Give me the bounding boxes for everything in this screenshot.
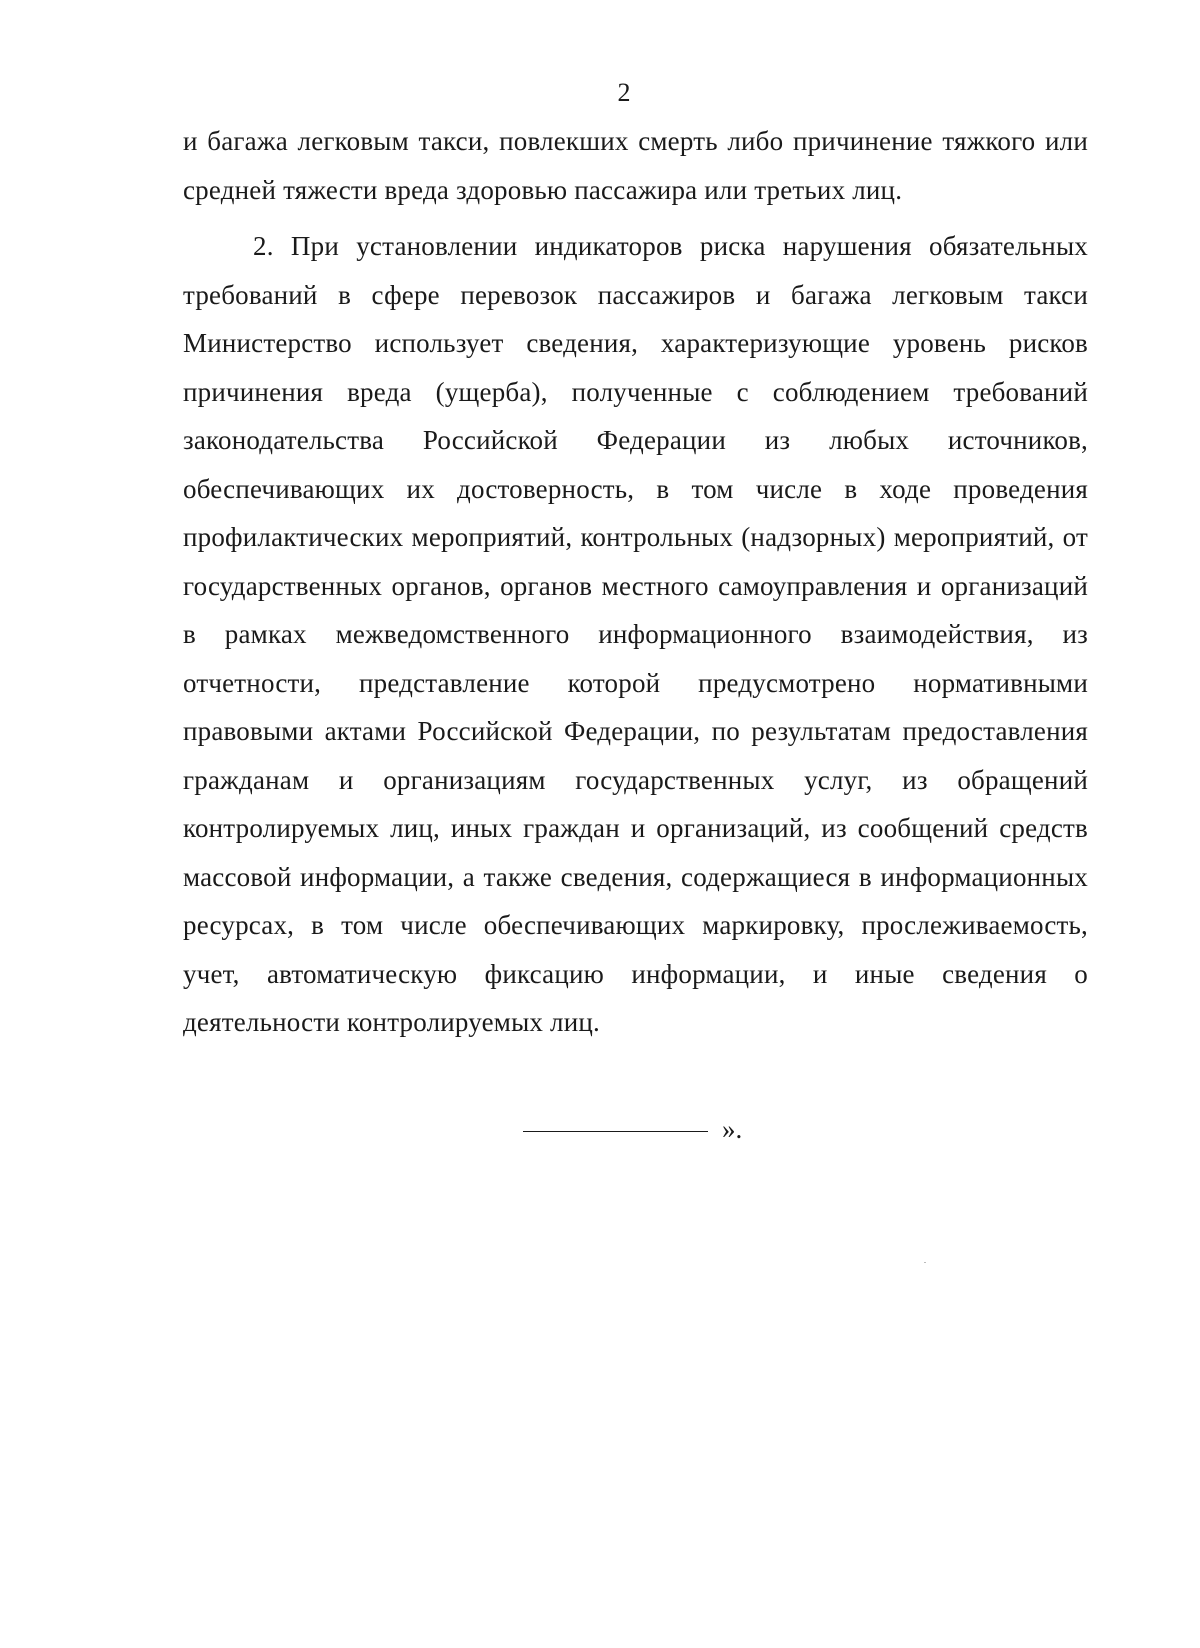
scan-speck — [924, 1262, 926, 1263]
closing-mark — [523, 1113, 742, 1145]
paragraph-item-2: 2. При установлении индикаторов риска нарушения обязательных требований в сфере перевозок пассажиров и багажа легковым такси Министерство использует сведения, характеризующие уровень рисков причинения вреда (ущерба), полученные с соблюдением требований законодательства Российской Федерации из любых источников, обеспечивающих их достоверность, в том числе в ходе проведения профилактических мероприятий, контрольных (надзорных) мероприятий, от государственных органов, органов местного самоуправления и организаций в рамках межведомственного информационного взаимодействия, из отчетности, представление которой предусмотрено нормативными правовыми актами Российской Федерации, по результатам предоставления гражданам и организациям государственных услуг, из обращений контролируемых лиц, иных граждан и организаций, из сообщений средств массовой информации, а также сведения, содержащиеся в информационных ресурсах, в том числе обеспечивающих маркировку, прослеживаемость, учет, автоматическую фиксацию информации, и иные сведения о деятельности контролируемых лиц. — [183, 231, 1088, 1037]
closing-underline — [523, 1131, 708, 1132]
paragraph-continuation: и багажа легковым такси, повлекших смерть либо причинение тяжкого или средней тяжести вреда здоровью пассажира или третьих лиц. — [183, 126, 1088, 205]
closing-quote: ». — [722, 1114, 743, 1144]
document-body — [183, 117, 1088, 1047]
page-number: 2 — [617, 78, 631, 107]
